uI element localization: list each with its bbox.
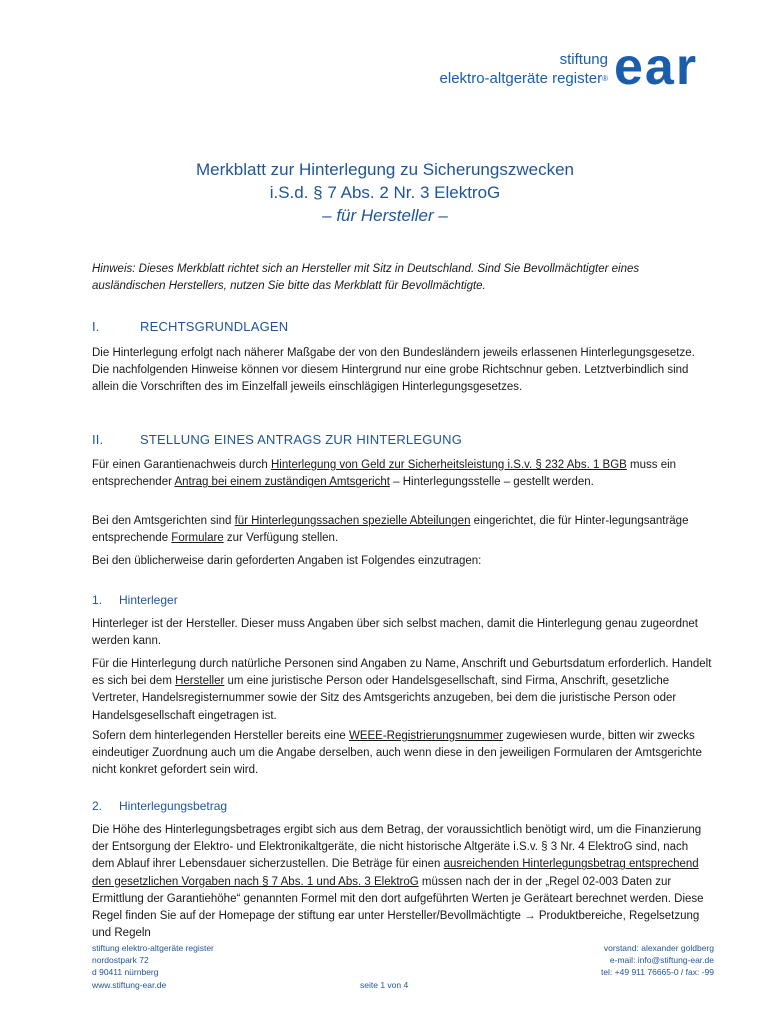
hint-note: Hinweis: Dieses Merkblatt richtet sich an Hersteller mit Sitz in Deutschland. Sind Sie Bevollmächtigter eines ausländischen Herstellers, nutzen Sie bitte das Merkblatt für Bevollmächtigte. <box>92 263 640 292</box>
deposit-amount-link[interactable]: ausreichenden Hinterlegungsbetrag entsprechend den gesetzlichen Vorgaben nach § 7 Abs. 1 und Abs. 3 ElektroG <box>92 858 699 888</box>
subsection-title: Hinterlegungsbetrag <box>119 799 228 813</box>
special-departments-link[interactable]: für Hinterlegungssachen spezielle Abteilungen <box>234 515 471 527</box>
bgb-reference-link[interactable]: Hinterlegung von Geld zur Sicherheitsleistung i.S.v. § 232 Abs. 1 BGB <box>271 459 627 471</box>
title-line-3: – für Hersteller – <box>322 206 448 225</box>
subsection-1-paragraph-2 <box>92 656 712 725</box>
text-run: muss ein entsprechender <box>92 459 677 489</box>
section-2-paragraph-2 <box>92 513 712 547</box>
text-run: müssen nach der in der „Regel 02-003 Daten zur Ermittlung der Garantiehöhe“ genannten Formel mit den dort aufgeführten Werten je Geräteart berechnet werden. Diese Regel finden Sie auf der Homepage der stiftung ear unter Hersteller/Bevollmächtigte <box>92 875 704 923</box>
section-2-paragraph-3: Bei den üblicherweise darin geforderten Angaben ist Folgendes einzutragen: <box>92 555 482 567</box>
text-run: Für die Hinterlegung durch natürliche Personen sind Angaben zu Name, Anschrift und Geburtsdatum erforderlich. Handelt es sich bei dem <box>92 658 712 688</box>
text-run: eingerichtet, die für Hinter-legungsanträge entsprechende <box>92 515 689 545</box>
footer-page-number: seite 1 von 4 <box>360 980 409 990</box>
text-run: zur Verfügung stellen. <box>223 532 339 545</box>
text-run: Bei den Amtsgerichten sind <box>92 515 235 527</box>
section-number: I. <box>92 319 100 334</box>
subsection-1-paragraph-3 <box>92 728 712 780</box>
logo-line-1: stiftung <box>559 51 608 68</box>
subsection-title: Hinterleger <box>119 593 178 607</box>
logo-mark-text: ear <box>614 44 699 92</box>
section-title: STELLUNG EINES ANTRAGS ZUR HINTERLEGUNG <box>140 432 463 447</box>
footer-phone: tel: +49 911 76665-0 / fax: -99 <box>600 967 714 978</box>
footer-city: d 90411 nürnberg <box>92 967 159 978</box>
logo-line-2: elektro-altgeräte register <box>439 70 603 87</box>
section-1-text: Die Hinterlegung erfolgt nach näherer Maßgabe der von den Bundesländern jeweils erlassenen Hinterlegungsgesetze. Die nachfolgenden Hinweise können vor diesem Hintergrund nur eine grobe Richtschnur geben. Letztverbindlich sind allein die Vorschriften des im Einzelfall jeweils einschlägigen Hinterlegungsgesetzes. <box>92 347 695 394</box>
text-run: – Hinterlegungsstelle – gestellt werden. <box>389 476 594 489</box>
subsection-2-paragraph-1 <box>92 822 712 942</box>
subsection-number: 2. <box>92 799 103 813</box>
text-run: zugewiesen wurde, bitten wir zwecks eindeutiger Zuordnung auch um die Angabe derselben, auch wenn diese in den jeweiligen Formularen der Amtsgerichte nicht konkret gefordert sein wird. <box>92 730 702 777</box>
section-title: RECHTSGRUNDLAGEN <box>140 319 289 334</box>
text-run: Die Höhe des Hinterlegungsbetrages ergibt sich aus dem Betrag, der voraussichtlich benötigt wird, um die Finanzierung der Entsorgung der Elektro- und Elektronikaltgeräte, die nicht historische Altgeräte i.S.v. § 3 Nr. 4 ElektroG sind, nach dem Ablauf ihrer Lebensdauer sicherzustellen. Die Beträge für einen <box>92 824 702 871</box>
section-heading-2 <box>92 432 462 447</box>
footer-website-link[interactable]: www.stiftung-ear.de <box>92 979 167 990</box>
arrow-right-icon: → <box>524 910 536 923</box>
text-run: um eine juristische Person oder Handelsgesellschaft, sind Firma, Anschrift, gesetzliche Vertreter, Handelsregisternummer sowie der Sitz des Amtsgerichts anzugeben, bei dem die juristische Person oder Handelsgesellschaft eingetragen ist. <box>92 675 677 722</box>
text-run: Für einen Garantienachweis durch <box>92 459 271 471</box>
logo-reg-mark: ® <box>602 74 608 83</box>
title-line-1: Merkblatt zur Hinterlegung zu Sicherungszwecken <box>196 160 574 179</box>
title-line-2: i.S.d. § 7 Abs. 2 Nr. 3 ElektroG <box>269 183 501 202</box>
subsection-number: 1. <box>92 593 103 607</box>
forms-link[interactable]: Formulare <box>171 532 224 545</box>
hersteller-link[interactable]: Hersteller <box>175 675 225 688</box>
footer-street: nordostpark 72 <box>92 955 149 966</box>
page-title <box>0 158 770 227</box>
footer-contact <box>601 942 714 979</box>
weee-registration-link[interactable]: WEEE-Registrierungsnummer <box>348 730 503 742</box>
footer-board: vorstand: alexander goldberg <box>603 943 714 953</box>
subsection-heading-2 <box>92 799 227 813</box>
ear-logo-icon <box>614 44 714 92</box>
footer-email-link[interactable]: e-mail: info@stiftung-ear.de <box>609 955 714 966</box>
text-run: Produktbereiche, Regelsetzung und Regeln <box>92 910 700 940</box>
subsection-1-paragraph-1: Hinterleger ist der Hersteller. Dieser muss Angaben über sich selbst machen, damit die Hinterlegung genau zugeordnet werden kann. <box>92 618 698 648</box>
subsection-heading-1 <box>92 593 178 607</box>
logo-wordmark <box>440 50 608 88</box>
amtsgericht-link[interactable]: Antrag bei einem zuständigen Amtsgericht <box>174 476 390 489</box>
section-2-paragraph-1 <box>92 457 712 491</box>
section-heading-1 <box>92 319 288 334</box>
text-run: Sofern dem hinterlegenden Hersteller bereits eine <box>92 730 349 742</box>
section-number: II. <box>92 432 104 447</box>
footer-org-name: stiftung elektro-altgeräte register <box>92 943 214 953</box>
footer-address <box>92 942 214 991</box>
